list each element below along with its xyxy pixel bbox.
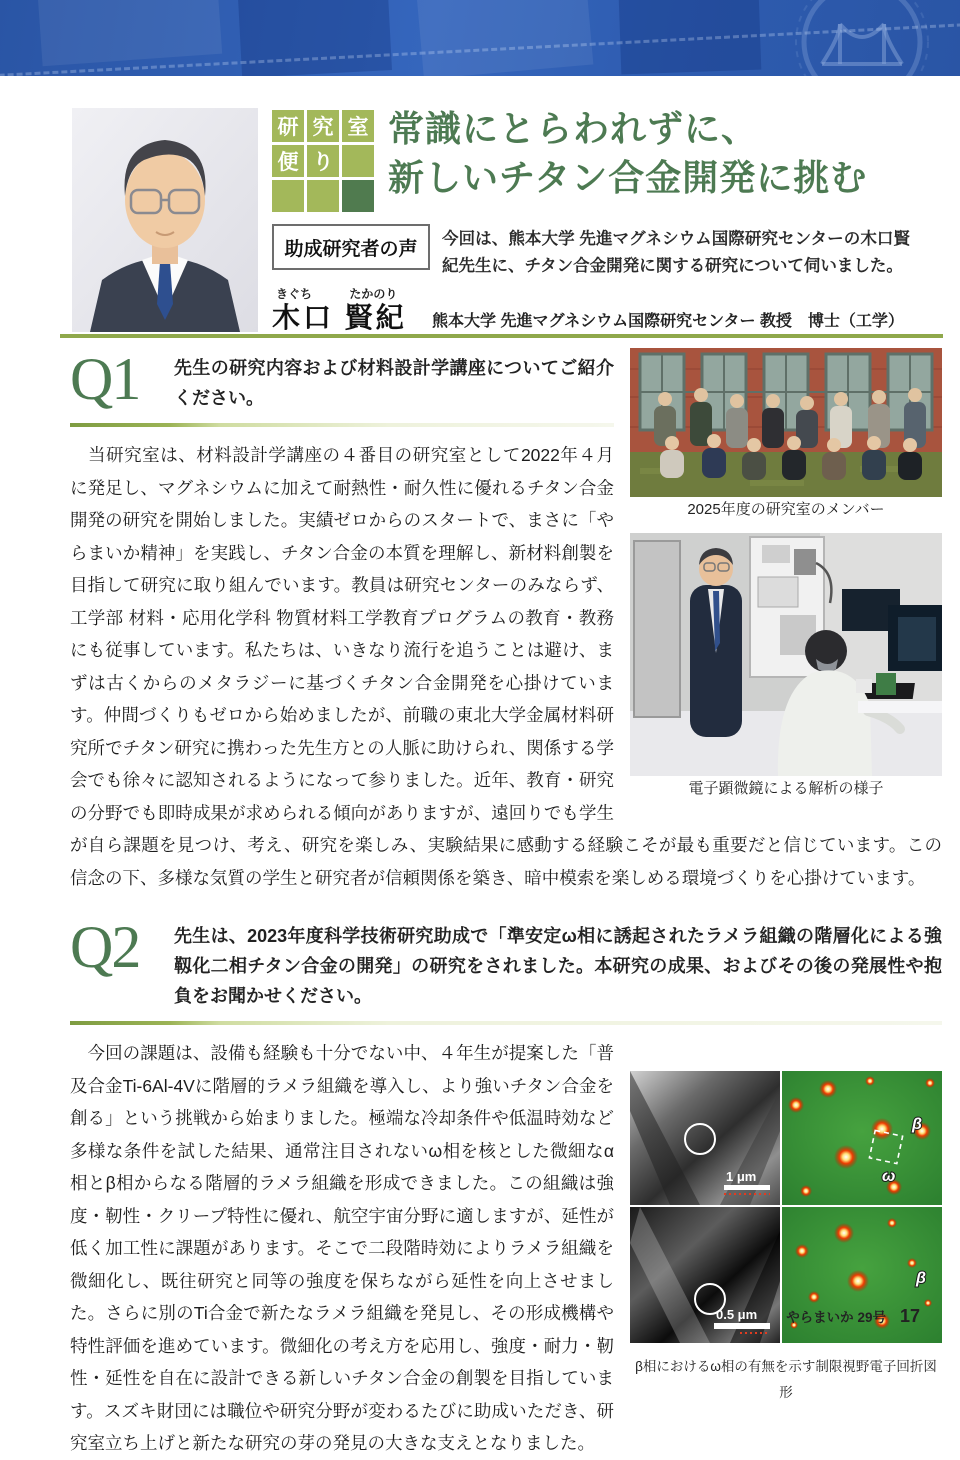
lab-photo-illustration <box>630 533 942 776</box>
logo-cell: 究 <box>307 110 339 142</box>
q1-question: 先生の研究内容および材料設計学講座についてご紹介ください。 <box>174 358 614 408</box>
scale-bar-label-top: 1 μm <box>726 1169 757 1184</box>
page-title-line2: 新しいチタン合金開発に挑む <box>388 157 868 198</box>
q2-underline-rule <box>70 1021 942 1025</box>
portrait-illustration <box>72 108 258 332</box>
q2-label: Q2 <box>70 916 140 980</box>
group-photo-illustration <box>630 348 942 497</box>
q1-photo-column <box>630 348 942 812</box>
logo-cell: 室 <box>342 110 374 142</box>
q2-question: 先生は、2023年度科学技術研究助成で「準安定ω相に誘起されたラメラ組織の階層化による強靱化二相チタン合金の開発」の研究をされました。本研究の成果、およびその後の発展性や抱負をお聞かせください。 <box>174 926 942 1006</box>
furigana-last: きぐち <box>276 287 313 301</box>
logo-cell-blank-dark <box>342 180 374 212</box>
q1-photo-members <box>630 348 942 523</box>
tem-diffraction-figure <box>630 1071 942 1343</box>
grantee-voice-label: 助成研究者の声 <box>284 238 418 260</box>
q1-photo-microscope <box>630 533 942 802</box>
furigana-first: たかのり <box>349 287 398 301</box>
page-number: 17 <box>899 1306 920 1326</box>
researcher-name: 木口 賢紀 <box>272 302 407 333</box>
section-divider-rule <box>60 334 943 338</box>
q1-heading <box>70 348 614 413</box>
magazine-title: やらまいか 29号 <box>786 1310 886 1325</box>
researcher-affiliation: 熊本大学 先進マグネシウム国際研究センター 教授 博士（工学） <box>432 313 904 330</box>
page-title <box>388 104 948 202</box>
page-title-line1: 常識にとらわれずに、 <box>388 108 759 149</box>
grantee-voice-badge <box>272 224 430 270</box>
q1-photo2-caption: 電子顕微鏡による解析の様子 <box>688 780 884 797</box>
q2-answer-block <box>70 1037 942 1460</box>
q2-figure-caption: β相におけるω相の有無を示す制限視野電子回折図形 <box>635 1358 937 1400</box>
q2-answer: 今回の課題は、設備も経験も十分でない中、４年生が提案した「普及合金Ti-6Al-4Vに階層的ラメラ組織を導入し、より強いチタン合金を創る」という挑戦から始まりました。極端な冷却条件や低温時効など多様な条件を試した結果、通常注目されないω相を核とした微細なα相とβ相からなる階層的ラメラ組織を形成できました。この組織は強度・靭性・クリープ特性に優れ、航空宇宙分野に適しますが、延性が低く加工性に課題があります。そこで二段階時効によりラメラ組織を微細化し、既往研究と同等の強度を保ちながら延性を向上させました。さらに別のTi合金で新たなラメラ組織を発見し、その形成機構や特性評価を進めています。微細化の考え方を応用し、強度・耐力・靭性・延性を自在に設計できる新しいチタン合金の創製を目指しています。スズキ財団には職位や研究分野が変わるたびに助成いただき、研究室立ち上げと新たな研究の芽の発見の大きな支えとなりました。 <box>70 1043 614 1453</box>
q2-section <box>70 916 942 1460</box>
lead-paragraph: 今回は、熊本大学 先進マグネシウム国際研究センターの木口賢紀先生に、チタン合金開発に関する研究について伺いました。 <box>442 230 910 275</box>
page-footer <box>786 1306 920 1327</box>
logo-cell-blank <box>272 180 304 212</box>
q1-section <box>70 348 942 894</box>
logo-cell-blank <box>342 145 374 177</box>
q1-photo1-caption: 2025年度の研究室のメンバー <box>687 501 885 518</box>
q1-label: Q1 <box>70 348 140 412</box>
omega-label: ω <box>882 1168 896 1185</box>
q1-answer: 当研究室は、材料設計学講座の４番目の研究室として2022年４月に発足し、マグネシウムに加えて耐熱性・耐久性に優れるチタン合金開発の研究を開始しました。実績ゼロからのスタートで、まさに「やらまいか精神」を実践し、チタン合金の本質を理解し、新材料創製を目指して研究に取り組んでいます。教員は研究センターのみならず、工学部 材料・応用化学科 物質材料工学教育プログラムの教育・教務にも従事しています。私たちは、いきなり流行を追うことは避け、まずは古くからのメタラジーに基づくチタン合金開発を心掛けています。仲間づくりもゼロから始めましたが、前職の東北大学金属材料研究所でチタン研究に携わった先生方との人脈に助けられ、関係する学会でも徐々に認知されるようになって参りました。近年、教育・研究の分野でも即時成果が求められる傾向がありますが、遠回りでも学生が自ら課題を見つけ、考え、研究を楽しみ、実験結果に感動する経験こそが最も重要だと信じています。この信念の下、多様な気質の学生と研究者が信頼関係を築き、暗中模索を楽しめる環境づくりを心掛けています。 <box>70 445 942 888</box>
logo-cell-blank <box>307 180 339 212</box>
lab-newsletter-logo <box>272 110 374 212</box>
logo-cell: 便 <box>272 145 304 177</box>
researcher-portrait-photo <box>72 108 258 332</box>
beta-label-top: β <box>912 1116 922 1133</box>
q2-heading <box>70 916 942 1011</box>
q2-figure-column <box>630 1071 942 1406</box>
profile-header <box>0 0 960 352</box>
scale-bar-label-bottom: 0.5 μm <box>716 1307 758 1322</box>
q1-underline-rule <box>70 423 614 427</box>
article-body <box>70 348 942 1460</box>
logo-cell: り <box>307 145 339 177</box>
beta-label-bottom: β <box>916 1270 926 1287</box>
logo-cell: 研 <box>272 110 304 142</box>
